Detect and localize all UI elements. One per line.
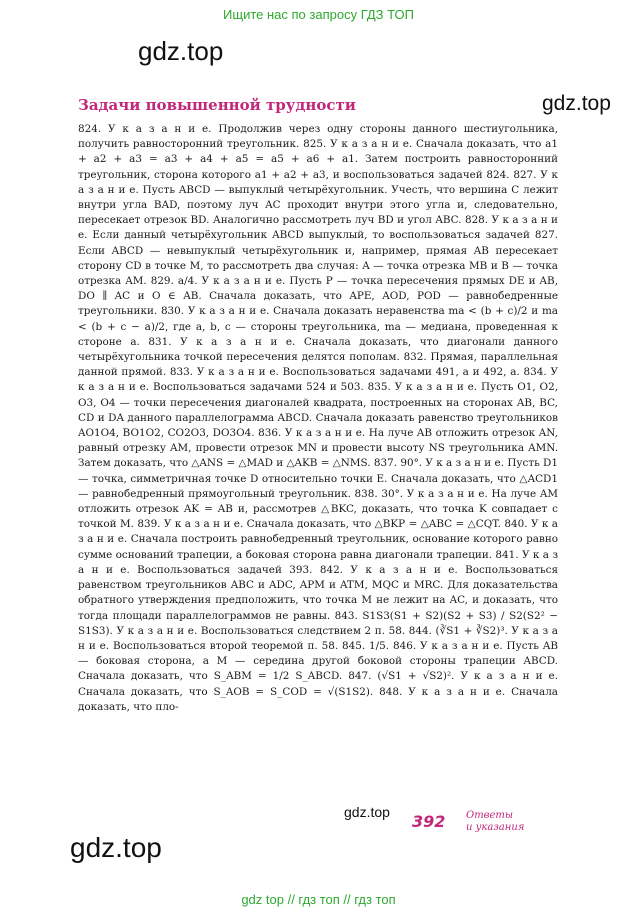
answers-text-block — [78, 122, 558, 715]
page-number: 392 — [412, 812, 446, 831]
watermark: gdz.top — [138, 36, 224, 66]
top-banner[interactable]: Ищите нас по запросу ГДЗ ТОП — [223, 7, 414, 22]
section-title: Задачи повышенной трудности — [78, 96, 356, 114]
watermark: gdz.top — [344, 804, 390, 820]
footer-links[interactable]: gdz top // гдз топ // гдз топ — [241, 892, 396, 907]
page-caption — [466, 810, 524, 834]
page-caption-line: Ответы — [466, 810, 514, 821]
watermark: gdz.top — [70, 832, 162, 863]
watermark: gdz.top — [542, 92, 611, 115]
page-caption-line: и указания — [466, 822, 525, 833]
answers-paragraph: 824. У к а з а н и е. Продолжив через одну стороны данного шестиугольника, получить равносторонний треугольник. 825. У к а з а н и е. Сначала доказать, что a1 + a2 + a3 = a3 + a4 + a5 = a5 + a6 + a1. Затем построить равносторонний треугольник, сторона которого a1 + a2 + a3, и воспользоваться задачей 824. 827. У к а з а н и е. Пусть ABCD — выпуклый четырёхугольник. Учесть, что вершина C лежит внутри угла BAD, поэтому луч AC проходит внутри этого угла и, следовательно, пересекает отрезок BD. Аналогично рассмотреть луч BD и угол ABC. 828. У к а з а н и е. Если данный четырёхугольник ABCD выпуклый, то воспользоваться задачей 827. Если ABCD — невыпуклый четырёхугольник и, например, прямая AB пересекает сторону CD в точке M, то рассмотреть два случая: A — точка отрезка MB и B — точка отрезка AM. 829. a/4. У к а з а н и е. Пусть P — точка пересечения прямых DE и AB, DO ∥ AC и O ∈ AB. Сначала доказать, что APE, AOD, POD — равнобедренные треугольники. 830. У к а з а н и е. Сначала доказать неравенства ma < (b + c)/2 и ma < (b + c − a)/2, где a, b, c — стороны треугольника, ma — медиана, проведенная к стороне a. 831. У к а з а н и е. Сначала доказать, что диагонали данного четырёхугольника точкой пересечения делятся пополам. 832. Прямая, параллельная данной прямой. 833. У к а з а н и е. Воспользоваться задачами 491, а и 492, а. 834. У к а з а н и е. Воспользоваться задачами 524 и 503. 835. У к а з а н и е. Пусть O1, O2, O3, O4 — точки пересечения диагоналей квадрата, построенных на сторонах AB, BC, CD и DA данного параллелограмма ABCD. Сначала доказать равенство треугольников AO1O4, BO1O2, CO2O3, DO3O4. 836. У к а з а н и е. На луче AB отложить отрезок AN, равный отрезку AM, провести отрезок MN и провести высоту NS треугольника AMN. Затем доказать, что △ANS = △MAD и △AKB = △NMS. 837. 90°. У к а з а н и е. Пусть D1 — точка, симметричная точке D относительно точки E. Сначала доказать, что △ACD1 — равнобедренный прямоугольный треугольник. 838. 30°. У к а з а н и е. На луче AM отложить отрезок AK = AB и, рассмотрев △BKC, доказать, что точка K совпадает с точкой M. 839. У к а з а н и е. Сначала доказать, что △BKP = △ABC = △CQT. 840. У к а з а н и е. Сначала построить равнобедренный треугольник, основание которого равно сумме оснований трапеции, а боковая сторона равна диагонали трапеции. 841. У к а з а н и е. Воспользоваться задачей 393. 842. У к а з а н и е. Воспользоваться равенством треугольников ABC и ADC, APM и ATM, MQC и MRC. Для доказательства обратного утверждения предположить, что точка M не лежит на AC, и доказать, что тогда площади параллелограммов не равны. 843. S1S3(S1 + S2)(S2 + S3) / S2(S2² − S1S3). У к а з а н и е. Воспользоваться следствием 2 п. 58. 844. (∛S1 + ∛S2)³. У к а з а н и е. Воспользоваться второй теоремой п. 58. 845. 1/5. 846. У к а з а н и е. Пусть AB — боковая сторона, а M — середина другой боковой стороны трапеции ABCD. Сначала доказать, что S_ABM = 1/2 S_ABCD. 847. (√S1 + √S2)². У к а з а н и е. Сначала доказать, что S_AOB = S_COD = √(S1S2). 848. У к а з а н и е. Сначала доказать, что пло- — [78, 123, 558, 713]
